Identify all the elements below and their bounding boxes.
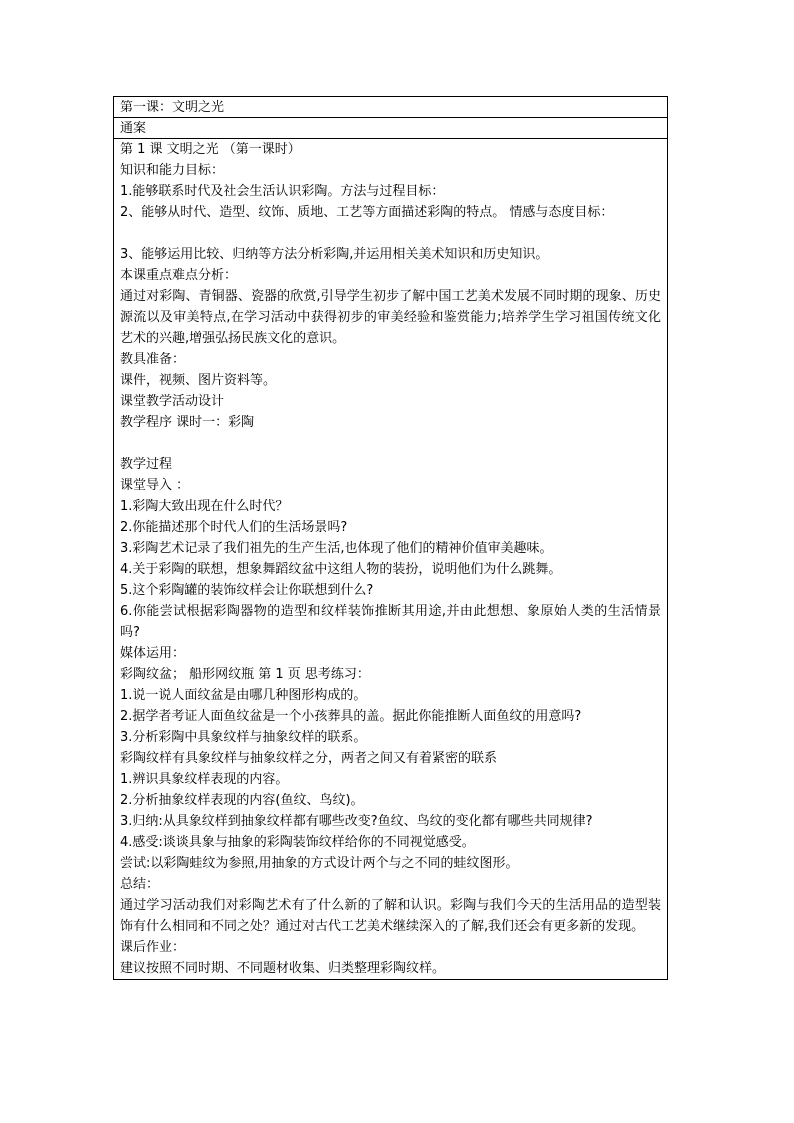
lesson-plan-table	[113, 96, 668, 980]
key-points-paragraph: 通过对彩陶、青铜器、瓷器的欣赏,引导学生初步了解中国工艺美术发展不同时期的现象、历史源流以及审美特点,在学习活动中获得初步的审美经验和鉴赏能力;培养学生学习祖国传统文化艺术的兴趣,增强弘扬民族文化的意识。	[120, 289, 661, 346]
media-exercise-heading: 彩陶纹盆； 船形网纹瓶 第 1 页 思考练习：	[120, 667, 370, 682]
section-key-points: 本课重点难点分析：	[120, 268, 238, 283]
lesson-heading: 第 1 课 文明之光 （第一课时）	[120, 142, 301, 157]
blank-line	[120, 223, 661, 244]
section-introduction: 课堂导入 ：	[120, 478, 190, 493]
section-media: 媒体运用：	[120, 646, 186, 661]
lesson-title-cell	[114, 97, 667, 118]
section-materials: 教具准备：	[120, 352, 186, 367]
section-knowledge-goals: 知识和能力目标：	[120, 163, 225, 178]
exercise-item: 1.说一说人面纹盆是由哪几种图形构成的。	[120, 688, 367, 703]
section-teaching-process: 教学过程	[120, 457, 173, 472]
goal-item: 3、能够运用比较、归纳等方法分析彩陶,并运用相关美术知识和历史知识。	[120, 247, 549, 262]
exercise-item: 4.感受:谈谈具象与抽象的彩陶装饰纹样给你的不同视觉感受。	[120, 835, 475, 850]
lesson-title: 第一课：文明之光	[120, 100, 225, 115]
section-activity-design: 课堂教学活动设计	[120, 394, 225, 409]
doc-type: 通案	[120, 121, 147, 136]
exercise-item: 2.据学者考证人面鱼纹盆是一个小孩葬具的盖。据此你能推断人面鱼纹的用意吗?	[120, 709, 582, 724]
goal-item: 2、能够从时代、造型、纹饰、质地、工艺等方面描述彩陶的特点。 情感与态度目标：	[120, 205, 614, 220]
question-item: 2.你能描述那个时代人们的生活场景吗?	[120, 520, 348, 535]
question-item: 5.这个彩陶罐的装饰纹样会让你联想到什么?	[120, 583, 374, 598]
summary-paragraph: 通过学习活动我们对彩陶艺术有了什么新的了解和认识。彩陶与我们今天的生活用品的造型装饰有什么相同和不同之处？通过对古代工艺美术继续深入的了解,我们还会有更多新的发现。	[120, 898, 661, 934]
section-summary: 总结：	[120, 877, 160, 892]
exercise-item: 2.分析抽象纹样表现的内容(鱼纹、鸟纹)。	[120, 793, 364, 808]
teaching-procedure: 教学程序 课时一：彩陶	[120, 415, 255, 430]
homework-text: 建议按照不同时期、不同题材收集、归类整理彩陶纹样。	[120, 961, 446, 976]
section-homework: 课后作业：	[120, 940, 186, 955]
question-item: 4.关于彩陶的联想，想象舞蹈纹盆中这组人物的装扮，说明他们为什么跳舞。	[120, 562, 562, 577]
exercise-item: 1.辨识具象纹样表现的内容。	[120, 772, 289, 787]
exercise-item: 3.分析彩陶中具象纹样与抽象纹样的联系。	[120, 730, 367, 745]
doc-type-cell	[114, 118, 667, 139]
materials-text: 课件，视频、图片资料等。	[120, 373, 277, 388]
blank-line	[120, 433, 661, 454]
goal-item: 1.能够联系时代及社会生活认识彩陶。方法与过程目标：	[120, 184, 445, 199]
try-task: 尝试:以彩陶蛙纹为参照,用抽象的方式设计两个与之不同的蛙纹图形。	[120, 856, 519, 871]
exercise-item: 3.归纳:从具象纹样到抽象纹样都有哪些改变?鱼纹、鸟纹的变化都有哪些共同规律?	[120, 814, 593, 829]
pattern-note: 彩陶纹样有具象纹样与抽象纹样之分，两者之间又有着紧密的联系	[120, 751, 498, 766]
question-item: 1.彩陶大致出现在什么时代？	[120, 499, 289, 514]
lesson-body-cell	[114, 139, 667, 979]
question-item: 3.彩陶艺术记录了我们祖先的生产生活,也体现了他们的精神价值审美趣味。	[120, 541, 553, 556]
question-item: 6.你能尝试根据彩陶器物的造型和纹样装饰推断其用途,并由此想想、象原始人类的生活情景吗?	[120, 604, 661, 640]
